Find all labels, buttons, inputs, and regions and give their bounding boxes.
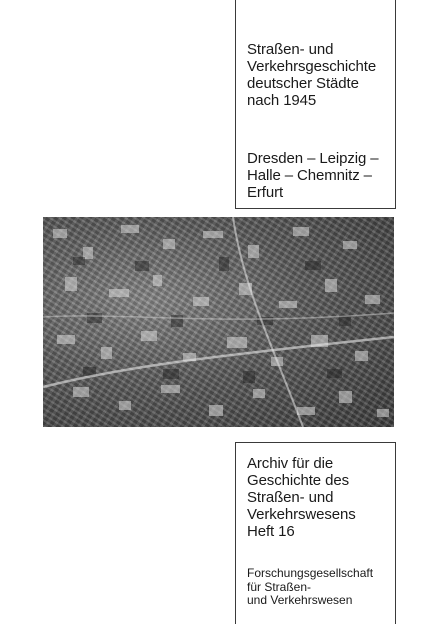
title-line: Straßen- und	[247, 41, 334, 58]
publisher-line: Forschungsgesellschaft	[247, 566, 374, 580]
cities-line: Halle – Chemnitz –	[247, 167, 372, 184]
series-line: Straßen- und	[247, 489, 334, 506]
frame-line-bottom-left	[235, 442, 236, 624]
aerial-photo-texture	[43, 217, 394, 427]
frame-line-top-right	[395, 0, 396, 208]
series-title	[247, 455, 392, 540]
title-line: Verkehrsgeschichte	[247, 58, 377, 75]
series-line: Archiv für die	[247, 455, 334, 472]
publisher-line: für Straßen-	[247, 579, 312, 594]
title-line: nach 1945	[247, 92, 317, 109]
cities-line: Dresden – Leipzig –	[247, 150, 379, 167]
book-title	[247, 41, 392, 109]
series-line: Geschichte des	[247, 472, 349, 489]
frame-line-top-left	[235, 0, 236, 208]
series-line: Verkehrswesens	[247, 506, 356, 523]
frame-line-bottom-right	[395, 442, 396, 624]
cities-line: Erfurt	[247, 184, 284, 201]
frame-line-top-bottom	[235, 208, 396, 209]
publisher-line: und Verkehrswesen	[247, 593, 353, 607]
publisher	[247, 567, 392, 608]
title-line: deutscher Städte	[247, 75, 359, 92]
aerial-city-photo	[43, 217, 394, 427]
book-subtitle-cities	[247, 150, 392, 201]
frame-line-bottom-top	[235, 442, 396, 443]
series-issue-number: Heft 16	[247, 523, 295, 540]
